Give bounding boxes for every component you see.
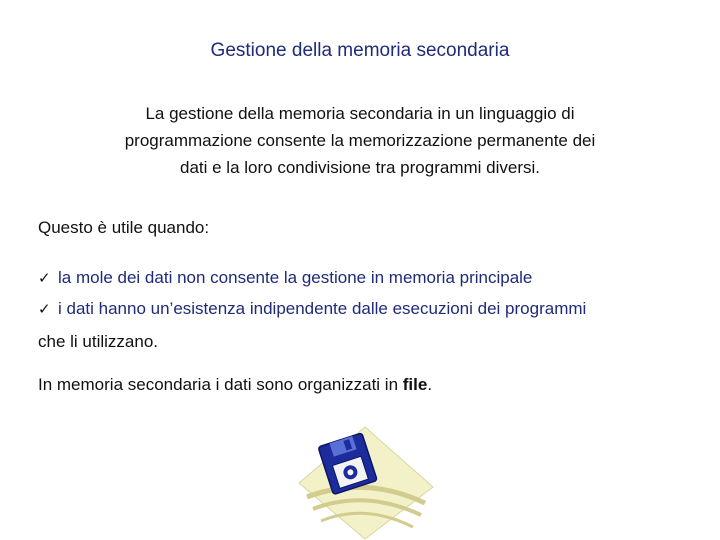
intro-line: La gestione della memoria secondaria in un linguaggio di bbox=[145, 104, 575, 123]
bullet-text: la mole dei dati non consente la gestione in memoria principale bbox=[58, 268, 533, 287]
intro-line: dati e la loro condivisione tra programmi diversi. bbox=[180, 158, 540, 177]
bullet-continuation: che li utilizzano. bbox=[38, 332, 159, 351]
lead-text: Questo è utile quando: bbox=[38, 218, 210, 237]
intro-line: programmazione consente la memorizzazione permanente dei bbox=[124, 131, 596, 150]
bullet-item bbox=[38, 263, 698, 294]
slide-title: Gestione della memoria secondaria bbox=[210, 40, 510, 61]
closing-end: . bbox=[427, 375, 433, 394]
check-icon: ✓ bbox=[38, 270, 51, 287]
closing-body: In memoria secondaria i dati sono organizzati in bbox=[38, 375, 403, 394]
bullet-text: i dati hanno un’esistenza indipendente dalle esecuzioni dei programmi bbox=[58, 299, 587, 318]
bullet-list bbox=[38, 263, 698, 357]
intro-paragraph bbox=[60, 100, 660, 181]
closing-text bbox=[38, 375, 432, 395]
closing-keyword: file bbox=[402, 375, 428, 394]
check-icon: ✓ bbox=[38, 301, 51, 318]
bullet-item bbox=[38, 294, 698, 325]
floppy-disk-icon bbox=[295, 425, 435, 540]
